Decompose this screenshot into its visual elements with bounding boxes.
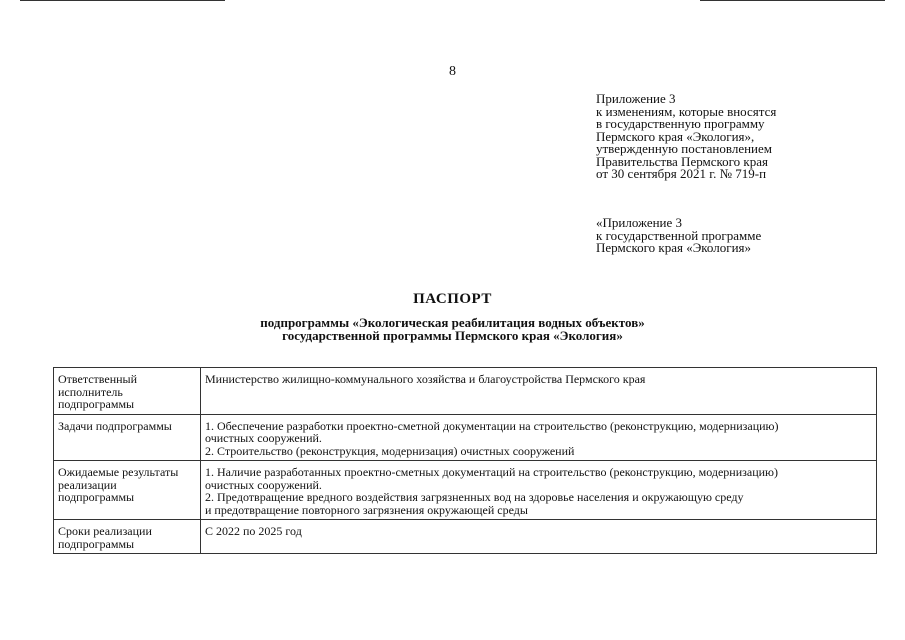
row-value-line: 2. Строительство (реконструкция, модернизация) очистных сооружений: [205, 443, 575, 458]
row-label-cell: [54, 461, 201, 520]
row-value-cell: [201, 520, 877, 554]
row-value-cell: [201, 414, 877, 461]
appendix-original-block: [596, 217, 761, 255]
row-label-line: Ответственный: [58, 372, 138, 386]
row-label-line: подпрограммы: [58, 397, 135, 411]
row-label-cell: [54, 520, 201, 554]
row-label-line: исполнитель: [58, 384, 123, 399]
row-label-line: реализации: [58, 477, 117, 492]
appendix-change-line: Правительства Пермского края: [596, 153, 768, 169]
document-subtitle-line2: государственной программы Пермского края «Экология»: [282, 328, 623, 343]
row-label-cell: [54, 368, 201, 415]
table-row: [54, 414, 877, 461]
row-value-cell: [201, 461, 877, 520]
row-value-line: очистных сооружений.: [205, 477, 322, 492]
table-row: [54, 368, 877, 415]
appendix-change-line: утвержденную постановлением: [596, 141, 773, 156]
passport-table: [53, 367, 877, 554]
row-value-cell: [201, 368, 877, 415]
document-subtitle-line1: подпрограммы «Экологическая реабилитация водных объектов»: [260, 315, 645, 330]
appendix-change-line: Приложение 3: [596, 91, 676, 106]
row-label-cell: [54, 414, 201, 461]
row-label-line: подпрограммы: [58, 536, 135, 551]
row-label-line: подпрограммы: [58, 490, 135, 504]
appendix-change-line: к изменениям, которые вносятся: [596, 103, 777, 119]
appendix-original-line: к государственной программе: [596, 227, 762, 243]
appendix-change-block: [596, 93, 776, 181]
row-label-line: Сроки реализации: [58, 524, 152, 538]
appendix-original-line: «Приложение 3: [596, 215, 683, 230]
table-row: [54, 520, 877, 554]
row-value-line: 1. Обеспечение разработки проектно-сметной документации на строительство (реконструкцию, модернизацию): [205, 418, 779, 433]
row-value-line: Министерство жилищно-коммунального хозяйства и благоустройства Пермского края: [205, 372, 646, 386]
row-value-line: С 2022 по 2025 год: [205, 524, 302, 538]
row-value-line: очистных сооружений.: [205, 431, 322, 445]
appendix-change-line: Пермского края «Экология»,: [596, 128, 755, 144]
appendix-change-line: от 30 сентября 2021 г. № 719-п: [596, 166, 767, 181]
appendix-original-line: Пермского края «Экология»: [596, 240, 752, 255]
top-border-right: [700, 0, 885, 1]
appendix-change-line: в государственную программу: [596, 116, 765, 131]
row-value-line: и предотвращение повторного загрязнения окружающей среды: [205, 502, 528, 517]
page-number: 8: [449, 64, 456, 79]
top-border-left: [20, 0, 225, 1]
row-label-line: Ожидаемые результаты: [58, 465, 179, 479]
row-value-line: 2. Предотвращение вредного воздействия загрязненных вод на здоровье населения и окружающую среду: [205, 490, 744, 504]
table-row: [54, 461, 877, 520]
document-title: ПАСПОРТ: [413, 291, 492, 307]
row-value-line: 1. Наличие разработанных проектно-сметных документаций на строительство (реконструкцию, модернизацию): [205, 465, 779, 479]
row-label-line: Задачи подпрограммы: [58, 418, 172, 433]
